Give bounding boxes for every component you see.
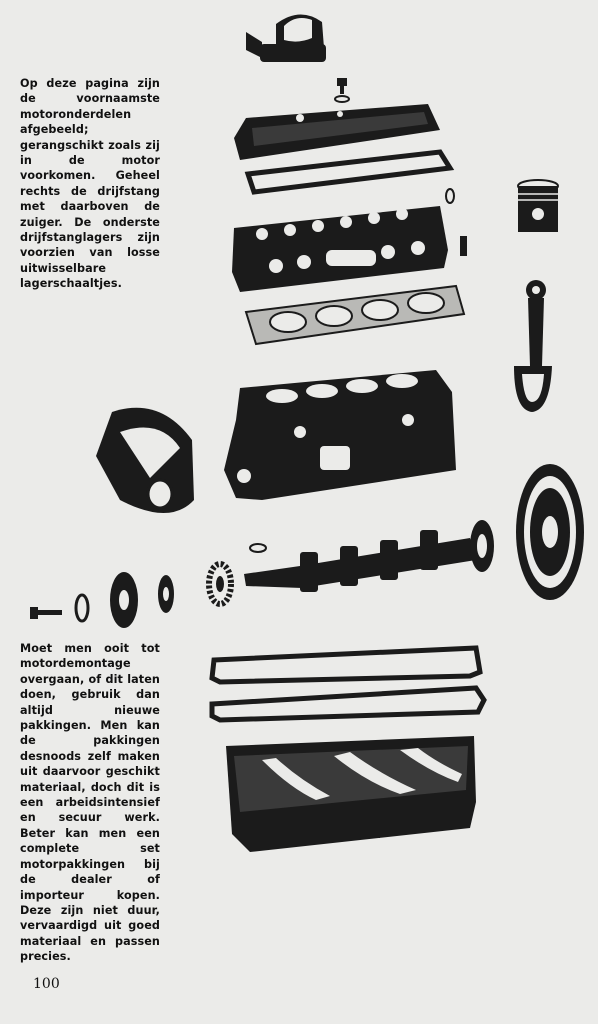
cylinder-head-icon — [232, 206, 448, 292]
timing-cover-icon — [96, 408, 194, 513]
timing-gear-icon — [209, 564, 231, 604]
rocker-cover-bolt-icon — [335, 78, 349, 102]
valve-spring-icon — [446, 189, 467, 256]
oil-filler-cap-icon — [246, 14, 326, 62]
gasket-advice-paragraph: Moet men ooit tot motordemontage overgaan, of dit laten doen, gebruik dan altijd nieuwe pakkingen. Men kan de pakkingen desnoods zelf maken uit daarvoor geschikt materiaal, doch dit is een arbeidsintensief en secuur werk. Beter kan men een complete set motorpakkingen bij de dealer of importeur kopen. Deze zijn niet duur, vervaardigd uit goed materiaal en passen precies. — [20, 642, 160, 964]
intro-paragraph: Op deze pagina zijn de voornaamste motoronderdelen afgebeeld; gerangschikt zoals zij in de motor voorkomen. Geheel rechts de drijfstang met daarboven de zuiger. De onderste drijfstanglagers zijn voorzien van losse uitwisselbare lagerschaaltjes. — [20, 77, 160, 291]
sump-gasket-icon — [212, 648, 484, 720]
oil-sump-icon — [226, 736, 476, 852]
head-gasket-icon — [246, 286, 464, 344]
page-number: 100 — [33, 976, 60, 992]
rocker-cover-icon — [234, 104, 440, 160]
rocker-cover-gasket-icon — [248, 152, 450, 192]
flywheel-icon — [516, 464, 584, 600]
crankshaft-icon — [244, 520, 494, 592]
piston-icon — [518, 180, 558, 232]
connecting-rod-icon — [514, 280, 552, 412]
pulley-icon — [30, 572, 174, 628]
engine-block-icon — [224, 370, 456, 500]
